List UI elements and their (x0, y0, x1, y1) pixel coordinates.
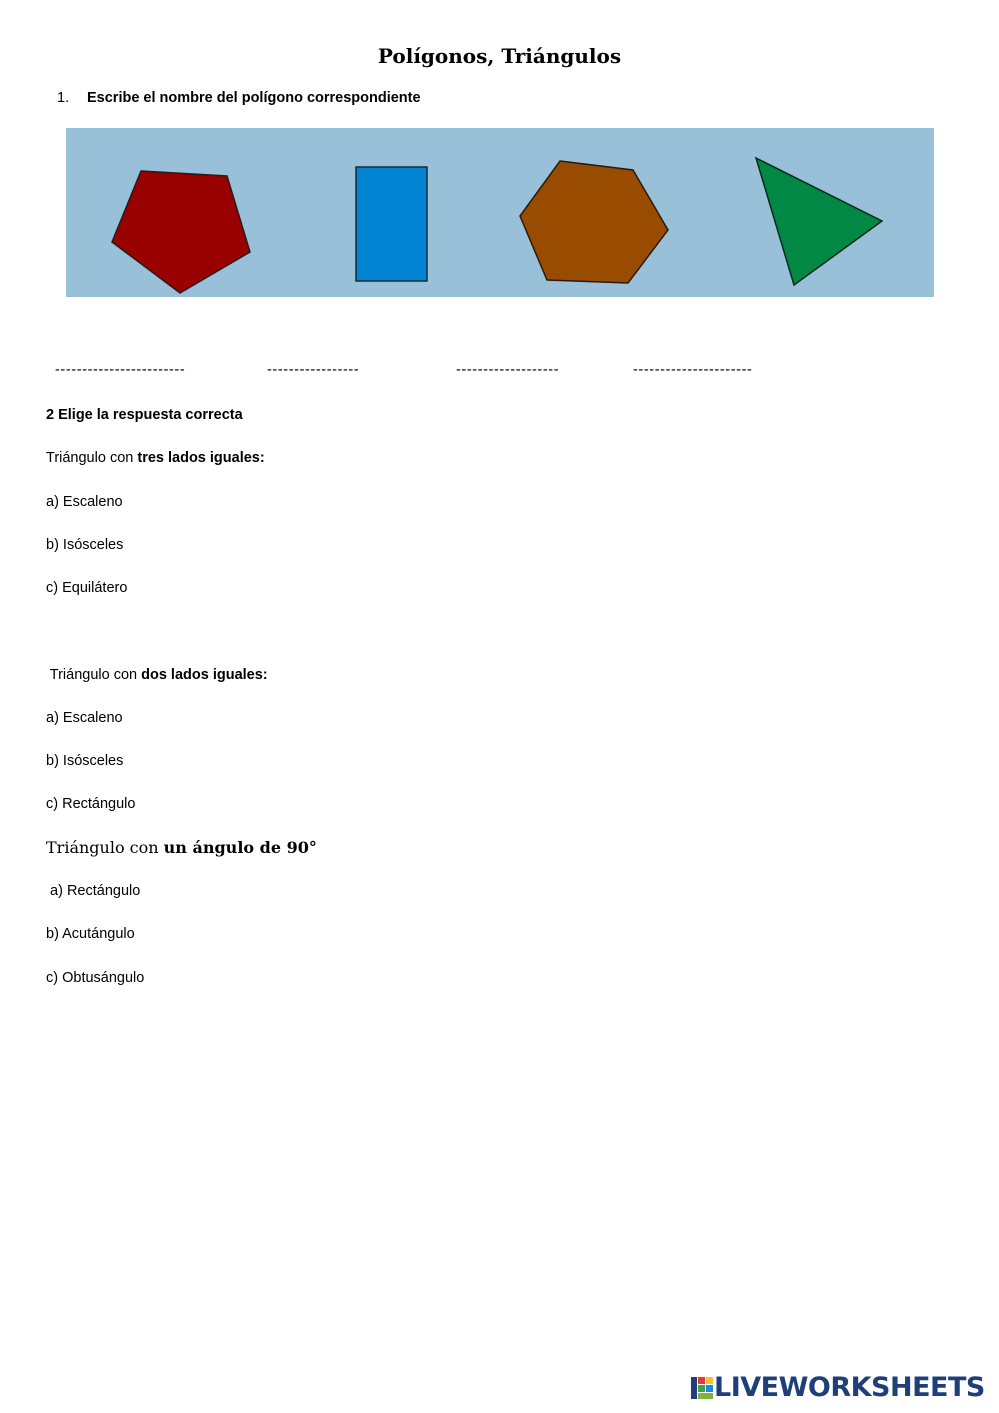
question-2b-option-c[interactable]: c) Rectángulo (46, 796, 136, 812)
prompt-bold: un ángulo de 90° (163, 838, 317, 857)
question-2b-option-b[interactable]: b) Isósceles (46, 753, 124, 769)
polygons-image (66, 128, 934, 297)
logo-blocks-icon (690, 1375, 714, 1401)
question-2c-option-c[interactable]: c) Obtusángulo (46, 970, 145, 986)
prompt-prefix: Triángulo con (46, 838, 164, 857)
prompt-prefix: Triángulo con (46, 450, 138, 466)
question-2a-option-c[interactable]: c) Equilátero (46, 580, 128, 596)
question-2a-option-b[interactable]: b) Isósceles (46, 537, 124, 553)
question-2a-prompt (46, 450, 265, 466)
answer-blank-1[interactable]: ------------------------ (55, 362, 186, 378)
answer-blank-4[interactable]: ---------------------- (633, 362, 753, 378)
question-2b-prompt (46, 667, 268, 683)
question-2c-option-a[interactable]: a) Rectángulo (46, 883, 141, 899)
page-title: Polígonos, Triángulos (377, 44, 622, 68)
question-2b-option-a[interactable]: a) Escaleno (46, 710, 123, 726)
liveworksheets-logo (690, 1373, 985, 1403)
prompt-bold: tres lados iguales: (137, 450, 265, 466)
prompt-bold: dos lados iguales: (141, 667, 268, 683)
brand-name: LIVEWORKSHEETS (714, 1372, 985, 1403)
question-2c-prompt (46, 838, 317, 857)
answer-blank-2[interactable]: ----------------- (267, 362, 360, 378)
question-2-heading: 2 Elige la respuesta correcta (46, 407, 243, 423)
prompt-prefix: Triángulo con (46, 667, 142, 683)
question-2c-option-b[interactable]: b) Acutángulo (46, 926, 135, 942)
rectangle-shape (356, 167, 427, 281)
question-2a-option-a[interactable]: a) Escaleno (46, 494, 123, 510)
question-1-instruction: Escribe el nombre del polígono correspondiente (87, 90, 421, 106)
question-1-number: 1. (57, 90, 70, 106)
answer-blank-3[interactable]: ------------------- (456, 362, 560, 378)
